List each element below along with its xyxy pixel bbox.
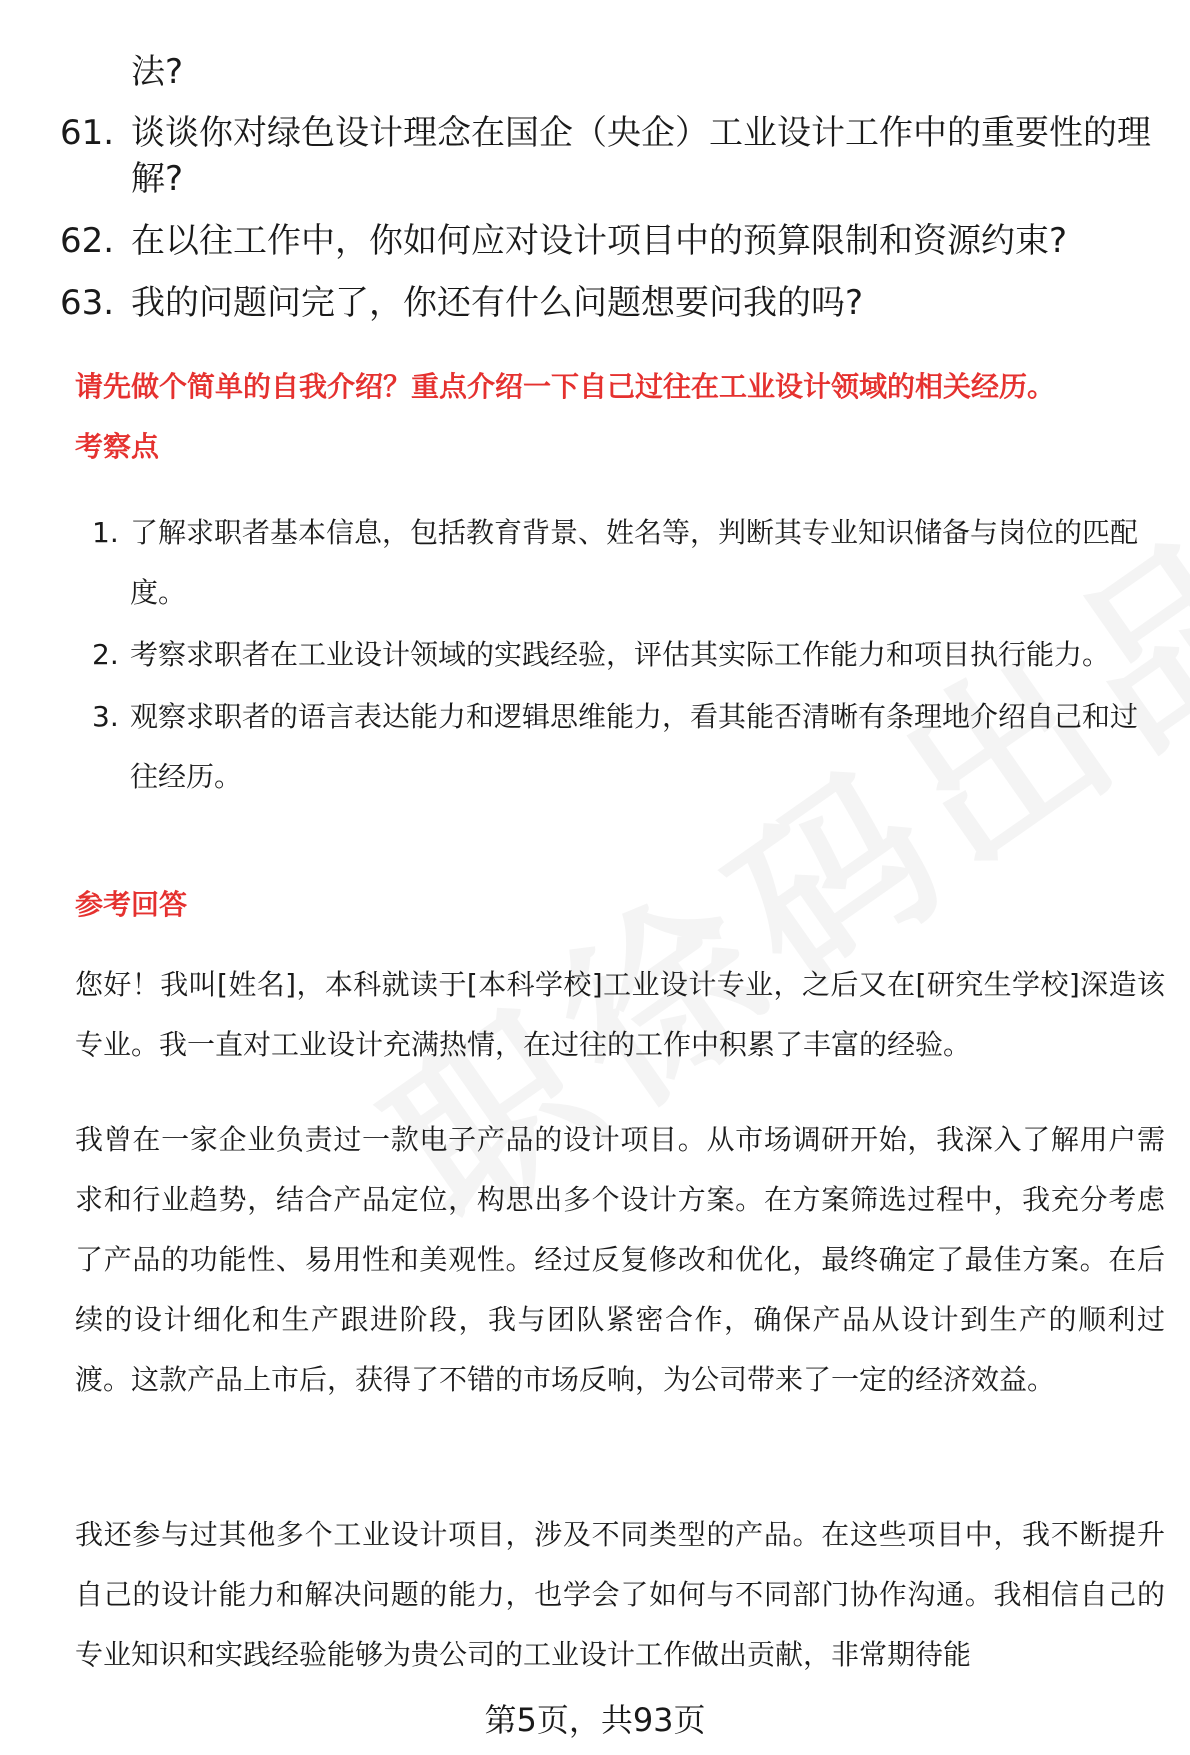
question-text: 谈谈你对绿色设计理念在国企（央企）工业设计工作中的重要性的理解? bbox=[131, 113, 1151, 199]
point-number: 1. bbox=[92, 516, 119, 549]
question-item bbox=[60, 110, 1160, 202]
question-number: 63. bbox=[60, 283, 115, 323]
point-text: 观察求职者的语言表达能力和逻辑思维能力，看其能否清晰有条理地介绍自己和过往经历。 bbox=[130, 700, 1139, 793]
point-item bbox=[80, 687, 1160, 807]
point-number: 2. bbox=[92, 638, 119, 671]
question-item bbox=[60, 218, 1160, 264]
section-question-heading: 请先做个简单的自我介绍？重点介绍一下自己过往在工业设计领域的相关经历。 bbox=[75, 370, 1056, 403]
point-item bbox=[80, 503, 1160, 623]
question-number: 61. bbox=[60, 113, 115, 153]
page-footer: 第5页，共93页 bbox=[484, 1701, 706, 1739]
question-number: 62. bbox=[60, 221, 115, 261]
question-item bbox=[60, 280, 1160, 326]
points-heading: 考察点 bbox=[75, 430, 160, 463]
question-text: 在以往工作中，你如何应对设计项目中的预算限制和资源约束? bbox=[131, 221, 1068, 261]
answer-paragraph: 您好！我叫[姓名]，本科就读于[本科学校]工业设计专业，之后又在[研究生学校]深造该专业。我一直对工业设计充满热情，在过往的工作中积累了丰富的经验。 bbox=[75, 968, 1165, 1061]
question-continuation: 法? bbox=[131, 52, 184, 92]
answer-heading: 参考回答 bbox=[75, 888, 188, 921]
question-list bbox=[60, 110, 1160, 342]
point-text: 考察求职者在工业设计领域的实践经验，评估其实际工作能力和项目执行能力。 bbox=[130, 638, 1111, 671]
answer-paragraph: 我还参与过其他多个工业设计项目，涉及不同类型的产品。在这些项目中，我不断提升自己的设计能力和解决问题的能力，也学会了如何与不同部门协作沟通。我相信自己的专业知识和实践经验能够为贵公司的工业设计工作做出贡献，非常期待能 bbox=[75, 1518, 1165, 1671]
point-item bbox=[80, 625, 1160, 685]
points-list bbox=[80, 503, 1160, 809]
point-text: 了解求职者基本信息，包括教育背景、姓名等，判断其专业知识储备与岗位的匹配度。 bbox=[130, 516, 1139, 609]
question-text: 我的问题问完了，你还有什么问题想要问我的吗? bbox=[131, 283, 864, 323]
answer-paragraph: 我曾在一家企业负责过一款电子产品的设计项目。从市场调研开始，我深入了解用户需求和行业趋势，结合产品定位，构思出多个设计方案。在方案筛选过程中，我充分考虑了产品的功能性、易用性和美观性。经过反复修改和优化，最终确定了最佳方案。在后续的设计细化和生产跟进阶段，我与团队紧密合作，确保产品从设计到生产的顺利过渡。这款产品上市后，获得了不错的市场反响，为公司带来了一定的经济效益。 bbox=[75, 1123, 1165, 1396]
point-number: 3. bbox=[92, 700, 119, 733]
